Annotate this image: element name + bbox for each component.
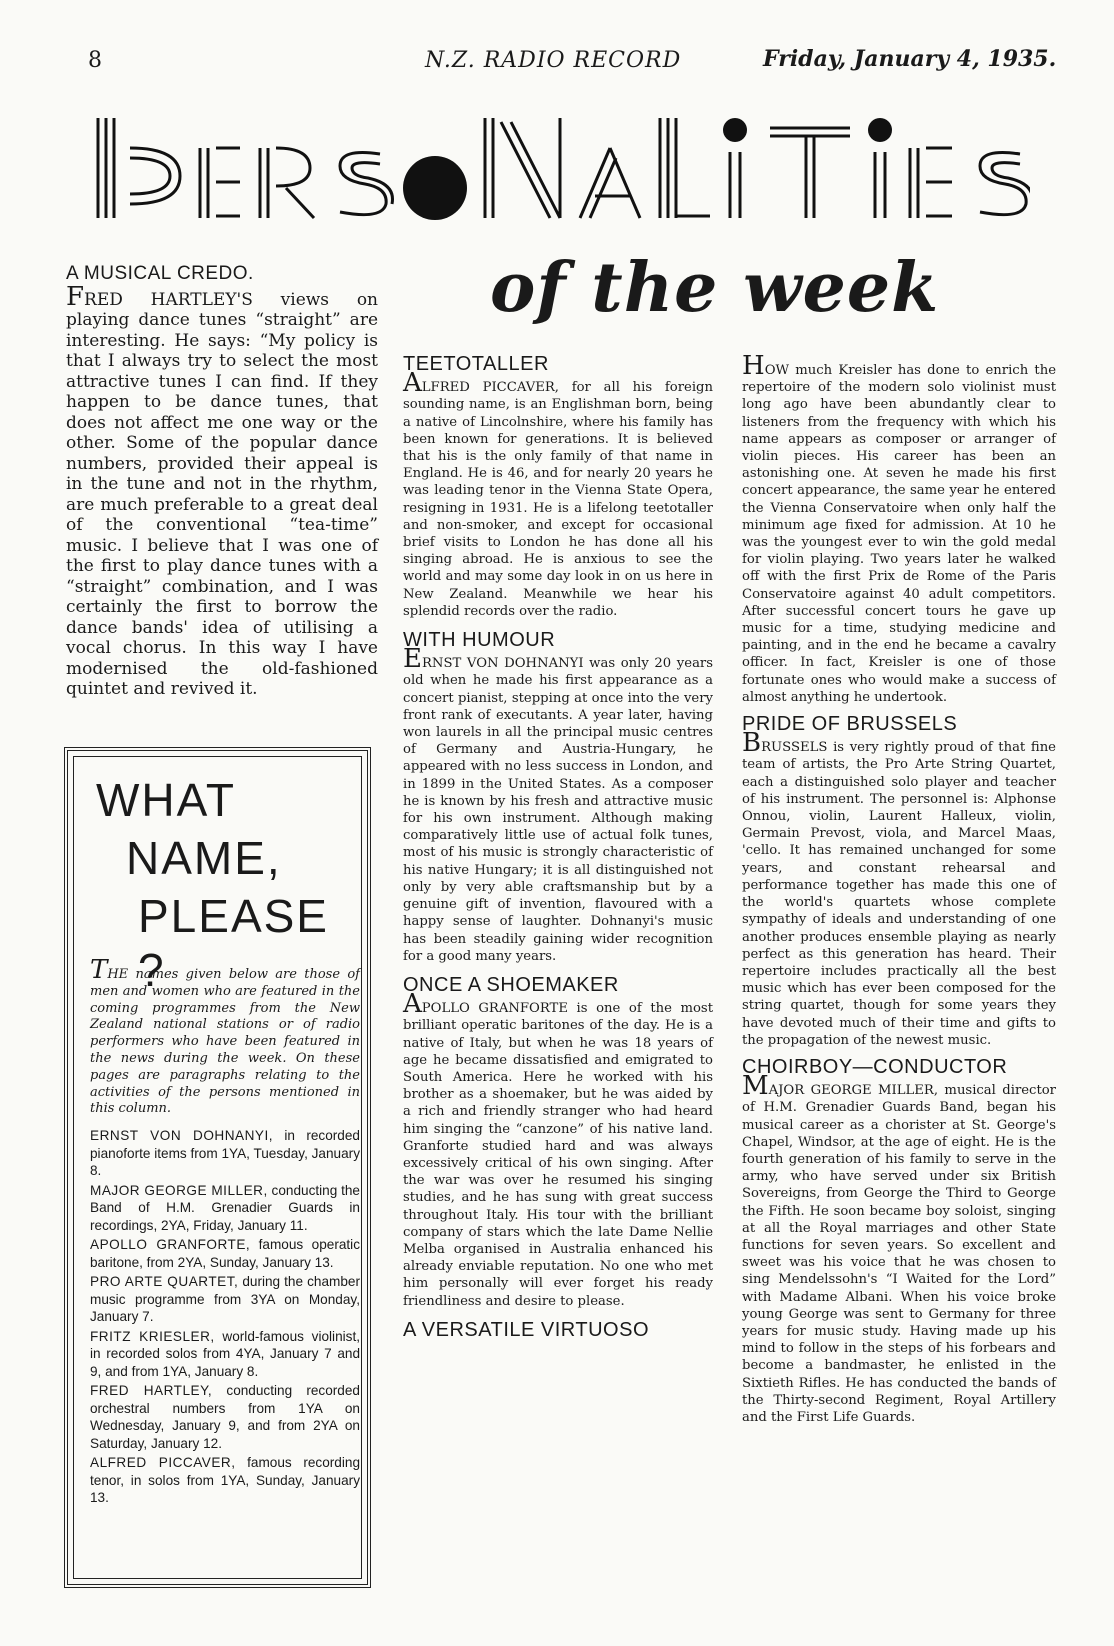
article-once-a-shoemaker (403, 973, 713, 1310)
issue-date: Friday, January 4, 1935. (763, 46, 1057, 72)
column-right (742, 351, 1056, 1426)
list-item: MAJOR GEORGE MILLER, conducting the Band of H.M. Grenadier Guards in recordings, 2YA, Friday, January 11. (90, 1182, 360, 1233)
article-heading: A VERSATILE VIRTUOSO (403, 1318, 649, 1341)
article-body: BRUSSELS is very rightly proud of that fine team of artists, the Pro Arte String Quartet, each a distinguished solo player and teacher of his instrument. The personnel is: Alphonse Onnou, violin, Laurent Halleux, violin, Germain Prevost, viola, and Marcel Maas, 'cello. It has remained unchanged for some years, and constant rehearsal and performance together has made this one of the world's quartets whose complete sympathy of ideals and understanding of one another produces ensemble playing as nearly perfect as this generation has heard. Their repertoire includes practically all the best music which has ever been composed for the string quartet, though for some years they have devoted much of their time and gifts to the propagation of the newest music. (742, 728, 1056, 1048)
masthead-subtitle: of the week (490, 248, 940, 328)
masthead-title-art (90, 108, 1030, 228)
box-intro: THE names given below are those of men and women who are featured in the coming programmes from the New Zealand national stations or of radio performers who have been featured in the news during the week. On these pages are paragraphs relating to the activities of the persons mentioned in this column. (90, 955, 360, 1117)
article-body: ERNST VON DOHNANYI was only 20 years old when he made his first appearance as a concert pianist, stepping at once into the very front rank of executants. A year later, having won laurels in all the principal music centres of Germany and Austria-Hungary, he appeared with no less success in London, and in 1899 in the United States. As a composer he is known by his fresh and attractive music for his own instrument. Although making comparatively little use of actual folk tunes, most of his music is strongly characteristic of his native Hungary; it is all distinguished not only by very able craftsmanship but by a genuine gift of invention, flavoured with a happy sense of laughter. Dohnanyi's music has been steadily gaining wider recognition for a good many years. (403, 644, 713, 964)
what-name-please-box (64, 747, 371, 1588)
article-heading: A MUSICAL CREDO. (66, 263, 254, 284)
publication-name: N.Z. RADIO RECORD (425, 48, 682, 73)
article-with-humour (403, 629, 713, 965)
article-pride-of-brussels (742, 713, 1056, 1049)
box-title-line-2: NAME, (126, 832, 282, 884)
page-number: 8 (88, 48, 102, 73)
article-heading: TEETOTALLER (403, 353, 549, 375)
article-body-continued: HOW much Kreisler has done to enrich the repertoire of the modern solo violinist must long ago have been abundantly clear to listeners from the frequency with which his name appears as composer or arranger of violin pieces. His career has been an astonishing one. At seven he made his first concert appearance, the same year he entered the Vienna Conservatoire when only half the minimum age fixed for admission. At 10 he was the youngest ever to win the gold medal for violin playing. Two years later he walked off with the first Prix de Rome of the Paris Conservatoire against 40 adult competitors. After successful concert tours he gave up music for a time, studying medicine and painting, and in the end he became a cavalry officer. In fact, Kreisler is one of those fortunate ones who would make a success of almost anything he undertook. (742, 351, 1056, 705)
article-heading: CHOIRBOY—CONDUCTOR (742, 1055, 1008, 1078)
article-body: APOLLO GRANFORTE is one of the most brilliant operatic baritones of the day. He is a native of Italy, but when he was 18 years of age he became dissatisfied and emigrated to South America. Here he worked with his brother as a shoemaker, but he was aided by a rich and friendly stranger who had heard him singing the “canzone” of his native land. Granforte studied hard and was always excessively critical of his own singing. After the war was over he resumed his singing studies, and he has sung with great success throughout Italy. His tour with the brilliant company of stars which the late Dame Nellie Melba organised in Australia enhanced his already enviable reputation. No one who met him personally will ever forget his ready friendliness and desire to please. (403, 989, 713, 1309)
article-body: ALFRED PICCAVER, for all his foreign sounding name, is an Englishman born, being a native of Lincolnshire, where his family has been known for generations. It is believed that his is the only family of that name in England. He is 46, and for nearly 20 years he was leading tenor in the Vienna State Opera, resigning in 1931. He is a lifelong teetotaller and non-smoker, and except for occasional brief visits to London he has done all his singing abroad. He is anxious to see the world and may some day look in on us here in New Zealand. Meanwhile we hear his splendid records over the radio. (403, 368, 713, 619)
article-versatile-virtuoso (403, 1318, 713, 1341)
article-heading: ONCE A SHOEMAKER (403, 973, 619, 996)
article-body: FRED HARTLEY'S views on playing dance tunes “straight” are interesting. He says: “My policy is that I always try to select the most attractive tunes I can find. If they happen to be dance tunes, that does not affect me one way or the other. Some of the popular dance numbers, provided their appeal is in the tune and not in the rhythm, are much preferable to a great deal of the conventional “tea-time” music. I believe that I was one of the first to play dance tunes with a “straight” combination, and I was certainly the first to borrow the dance bands' idea of utilising a vocal chorus. In this way I have modernised the old-fashioned quintet and revived it. (66, 281, 378, 699)
name-list (90, 1127, 360, 1509)
article-teetotaller (403, 353, 713, 620)
article-choirboy-conductor (742, 1055, 1056, 1426)
article-heading: WITH HUMOUR (403, 629, 556, 652)
column-middle (403, 353, 713, 1341)
article-body: MAJOR GEORGE MILLER, musical director of H.M. Grenadier Guards Band, began his musical career as a chorister at St. George's Chapel, Windsor, at the age of eight. He is the fourth generation of his family to serve in the army, who have served under six British Sovereigns, from George the Third to George the Fifth. He soon became boy soloist, singing at all the Royal marriages and other State functions for seven years. So excellent and sweet was his voice that he was chosen to sing Mendelssohn's “I Waited for the Lord” with Madame Albani. When his voice broke young George was sent to Germany for three years for music study. Having made up his mind to follow in the steps of his forbears and become a bandmaster, he enlisted in the Sixtieth Rifles. He has conducted the bands of the Thirty-second Regiment, Royal Artillery and the First Life Guards. (742, 1071, 1056, 1425)
list-item: ERNST VON DOHNANYI, in recorded pianoforte items from 1YA, Tuesday, January 8. (90, 1128, 360, 1178)
list-item: PRO ARTE QUARTET, during the chamber music programme from 3YA on Monday, January 7. (90, 1274, 360, 1324)
list-item: APOLLO GRANFORTE, famous operatic baritone, from 2YA, Sunday, January 13. (90, 1237, 361, 1270)
article-musical-credo (66, 264, 378, 700)
article-heading: PRIDE OF BRUSSELS (742, 713, 958, 736)
list-item: FRITZ KRIESLER, world-famous violinist, in recorded solos from 4YA, January 7 and 9, and from 1YA, January 8. (90, 1328, 361, 1379)
box-title-line-1: WHAT (96, 774, 237, 826)
list-item: FRED HARTLEY, conducting recorded orchestral numbers from 1YA on Wednesday, January 9, and from 2YA on Saturday, January 12. (90, 1383, 360, 1451)
list-item: ALFRED PICCAVER, famous recording tenor, in solos from 1YA, Sunday, January 13. (90, 1455, 361, 1505)
box-title-line-3: PLEASE ? (138, 890, 329, 996)
